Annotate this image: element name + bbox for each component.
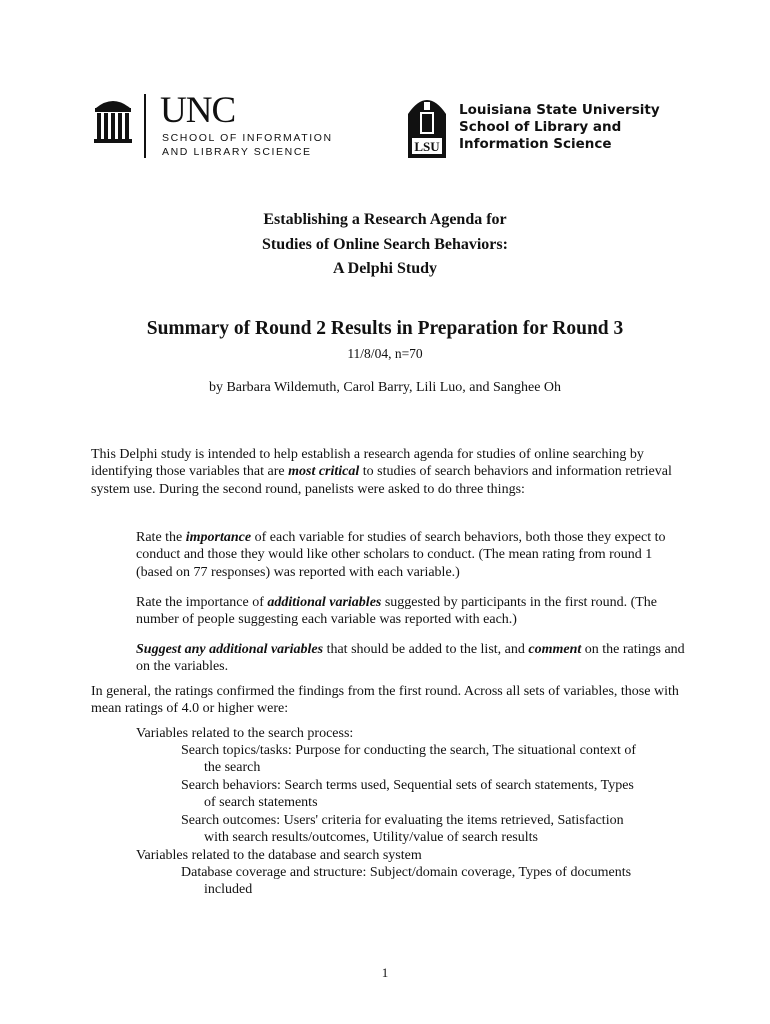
authors-line: by Barbara Wildemuth, Carol Barry, Lili Luo, and Sanghee Oh xyxy=(208,380,562,395)
search-topics-line2: the search xyxy=(204,760,261,776)
outline-item-search-outcomes xyxy=(181,812,691,847)
lsu-tower-logo xyxy=(402,92,452,160)
database-coverage-line2: included xyxy=(204,882,253,898)
task3-emphasis2: comment xyxy=(528,642,582,657)
search-outcomes-line1: Search outcomes: Users' criteria for evaluating the items retrieved, Satisfaction xyxy=(181,813,624,828)
task1-post: of each variable for studies of search behaviors, both those they expect to conduct and those they would like other scholars to conduct. (The mean rating from round 1 (based on 77 responses) was reported with each variable.) xyxy=(136,530,666,580)
lsu-name-line2: School of Library and xyxy=(459,119,622,135)
task2-pre: Rate the importance of xyxy=(136,595,268,610)
general-paragraph: In general, the ratings confirmed the findings from the first round. Across all sets of variables, those with mean ratings of 4.0 or higher were: xyxy=(91,684,679,717)
lsu-emblem-text: LSU xyxy=(414,139,440,154)
summary-date: 11/8/04, n=70 xyxy=(347,346,423,361)
task3-emphasis1: Suggest any additional variables xyxy=(136,642,324,657)
intro-emphasis: most critical xyxy=(288,464,360,480)
lsu-name-line1: Louisiana State University xyxy=(459,102,660,118)
outline-item-search-topics xyxy=(181,742,691,777)
unc-school-line1: SCHOOL OF INFORMATION xyxy=(162,132,333,144)
summary-heading: Summary of Round 2 Results in Preparation for Round 3 xyxy=(146,318,624,339)
task1-emphasis: importance xyxy=(185,530,252,545)
task-rate-importance xyxy=(136,529,691,581)
task-rate-additional xyxy=(136,594,691,629)
document-title xyxy=(0,208,770,282)
search-topics-line1: Search topics/tasks: Purpose for conducting the search, The situational context of xyxy=(181,743,637,758)
task-suggest-comment xyxy=(136,641,691,676)
unc-old-well-logo xyxy=(92,96,134,146)
title-line1: Establishing a Research Agenda for xyxy=(263,211,507,228)
lsu-name-line3: Information Science xyxy=(459,136,612,152)
unc-school-line2: AND LIBRARY SCIENCE xyxy=(162,146,312,158)
unc-wordmark: UNC xyxy=(160,90,236,131)
outline-group-database: Variables related to the database and search system xyxy=(136,848,422,863)
page-number: 1 xyxy=(381,965,389,980)
title-line2: Studies of Online Search Behaviors: xyxy=(262,235,508,253)
search-behaviors-line2: of search statements xyxy=(204,795,318,811)
outline-group-search-process: Variables related to the search process: xyxy=(136,726,354,741)
lsu-school-name xyxy=(459,102,660,153)
task1-pre: Rate the xyxy=(136,530,186,545)
search-behaviors-line1: Search behaviors: Search terms used, Sequential sets of search statements, Types xyxy=(181,778,634,793)
task3-mid: that should be added to the list, and xyxy=(323,642,529,657)
database-coverage-line1: Database coverage and structure: Subject/domain coverage, Types of documents xyxy=(181,865,632,880)
outline-item-database-coverage xyxy=(181,864,691,899)
intro-text-pre: This Delphi study is intended to help establish a research agenda for studies of online searching by identifying those variables that are xyxy=(91,447,644,480)
intro-text-post: to studies of search behaviors and information retrieval system use. During the second round, panelists were asked to do three things: xyxy=(91,464,672,497)
task3-post: on the ratings and on the variables. xyxy=(136,642,685,675)
task2-emphasis: additional variables xyxy=(267,595,382,610)
title-line3: A Delphi Study xyxy=(332,260,438,277)
unc-logo-divider xyxy=(144,94,146,158)
task2-post: suggested by participants in the first round. (The number of people suggesting each variable was reported with each.) xyxy=(136,595,658,628)
outline-item-search-behaviors xyxy=(181,777,691,812)
unc-school-name xyxy=(162,131,333,159)
search-outcomes-line2: with search results/outcomes, Utility/value of search results xyxy=(204,830,538,846)
intro-paragraph xyxy=(91,446,691,498)
